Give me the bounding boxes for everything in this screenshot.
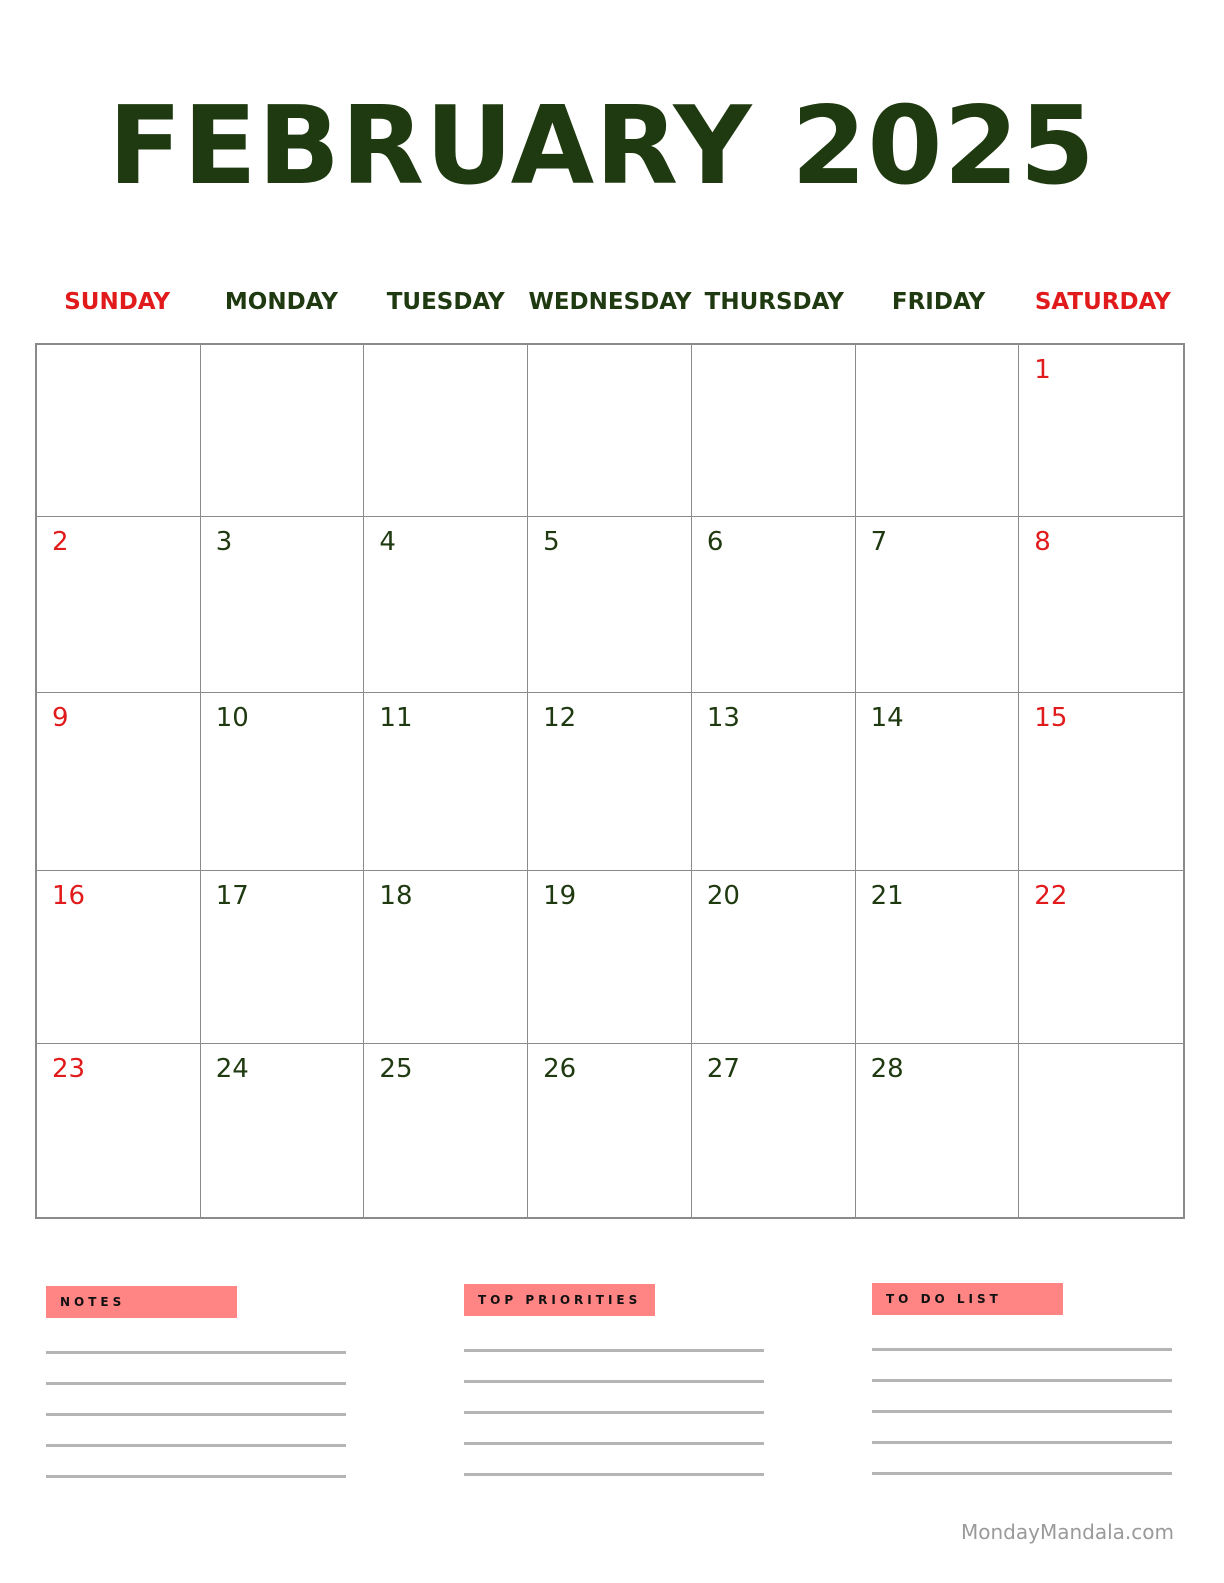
day-cell[interactable] — [856, 517, 1020, 693]
day-cell[interactable] — [1019, 345, 1183, 517]
footer-brand: MondayMandala.com — [961, 1520, 1174, 1544]
day-number: 19 — [543, 881, 577, 911]
day-number: 21 — [870, 881, 904, 911]
day-number: 17 — [215, 881, 249, 911]
priorities-line[interactable] — [464, 1473, 764, 1476]
day-number: 3 — [215, 527, 233, 557]
day-number: 14 — [870, 703, 904, 733]
todo-line[interactable] — [872, 1410, 1172, 1413]
day-cell[interactable] — [201, 517, 365, 693]
weekday-friday: FRIDAY — [891, 289, 986, 315]
day-number: 18 — [379, 881, 413, 911]
day-cell[interactable] — [364, 871, 528, 1044]
page-title: FEBRUARY 2025 — [108, 84, 1096, 209]
priorities-line[interactable] — [464, 1442, 764, 1445]
day-cell[interactable] — [692, 871, 856, 1044]
day-cell[interactable] — [692, 1044, 856, 1217]
day-cell[interactable] — [1019, 871, 1183, 1044]
day-number: 27 — [706, 1054, 740, 1084]
day-number: 2 — [52, 527, 69, 557]
day-number: 12 — [543, 703, 577, 733]
todo-line[interactable] — [872, 1348, 1172, 1351]
day-cell[interactable] — [201, 345, 365, 517]
priorities-line[interactable] — [464, 1349, 764, 1352]
day-cell[interactable] — [528, 871, 692, 1044]
day-cell[interactable] — [37, 345, 201, 517]
priorities-line[interactable] — [464, 1411, 764, 1414]
day-cell[interactable] — [364, 345, 528, 517]
weekday-sunday: SUNDAY — [64, 289, 171, 315]
day-number: 15 — [1034, 703, 1068, 733]
day-number: 8 — [1034, 527, 1051, 557]
weekday-wednesday: WEDNESDAY — [528, 289, 692, 315]
day-cell[interactable] — [692, 693, 856, 871]
day-number: 22 — [1034, 881, 1068, 911]
weekday-tuesday: TUESDAY — [386, 289, 505, 315]
weekday-header-row — [35, 282, 1185, 322]
day-number: 10 — [215, 703, 249, 733]
day-cell[interactable] — [692, 345, 856, 517]
priorities-line[interactable] — [464, 1380, 764, 1383]
calendar-grid — [35, 343, 1185, 1219]
day-cell[interactable] — [37, 693, 201, 871]
day-cell[interactable] — [692, 517, 856, 693]
day-cell[interactable] — [856, 871, 1020, 1044]
notes-line[interactable] — [46, 1475, 346, 1478]
day-cell[interactable] — [364, 693, 528, 871]
day-cell[interactable] — [37, 1044, 201, 1217]
day-number: 26 — [543, 1054, 577, 1084]
day-number: 20 — [706, 881, 740, 911]
day-number: 11 — [379, 703, 413, 733]
day-number: 6 — [706, 527, 724, 557]
day-cell[interactable] — [201, 693, 365, 871]
day-cell[interactable] — [856, 345, 1020, 517]
day-number: 9 — [52, 703, 69, 733]
day-cell[interactable] — [201, 1044, 365, 1217]
weekday-saturday: SATURDAY — [1034, 289, 1171, 315]
notes-label: NOTES — [46, 1286, 237, 1318]
day-number: 4 — [379, 527, 396, 557]
notes-line[interactable] — [46, 1444, 346, 1447]
todo-line[interactable] — [872, 1472, 1172, 1475]
notes-line[interactable] — [46, 1382, 346, 1385]
day-number: 16 — [52, 881, 86, 911]
day-number: 24 — [215, 1054, 249, 1084]
todo-label: TO DO LIST — [872, 1283, 1063, 1315]
day-number: 13 — [706, 703, 740, 733]
day-cell[interactable] — [1019, 517, 1183, 693]
day-number: 23 — [52, 1054, 86, 1084]
day-cell[interactable] — [528, 517, 692, 693]
weekday-monday: MONDAY — [224, 289, 338, 315]
day-cell[interactable] — [528, 345, 692, 517]
notes-line[interactable] — [46, 1351, 346, 1354]
todo-line[interactable] — [872, 1441, 1172, 1444]
day-cell[interactable] — [528, 1044, 692, 1217]
day-number: 25 — [379, 1054, 413, 1084]
day-cell[interactable] — [1019, 693, 1183, 871]
day-cell[interactable] — [37, 871, 201, 1044]
day-cell[interactable] — [364, 517, 528, 693]
day-cell[interactable] — [201, 871, 365, 1044]
day-cell[interactable] — [856, 693, 1020, 871]
day-cell[interactable] — [37, 517, 201, 693]
notes-line[interactable] — [46, 1413, 346, 1416]
day-cell[interactable] — [1019, 1044, 1183, 1217]
day-cell[interactable] — [364, 1044, 528, 1217]
day-number: 1 — [1034, 355, 1051, 385]
todo-line[interactable] — [872, 1379, 1172, 1382]
top-priorities-label: TOP PRIORITIES — [464, 1284, 655, 1316]
day-number: 7 — [870, 527, 888, 557]
day-number: 28 — [870, 1054, 904, 1084]
day-number: 5 — [543, 527, 560, 557]
day-cell[interactable] — [528, 693, 692, 871]
day-cell[interactable] — [856, 1044, 1020, 1217]
weekday-thursday: THURSDAY — [704, 289, 844, 315]
